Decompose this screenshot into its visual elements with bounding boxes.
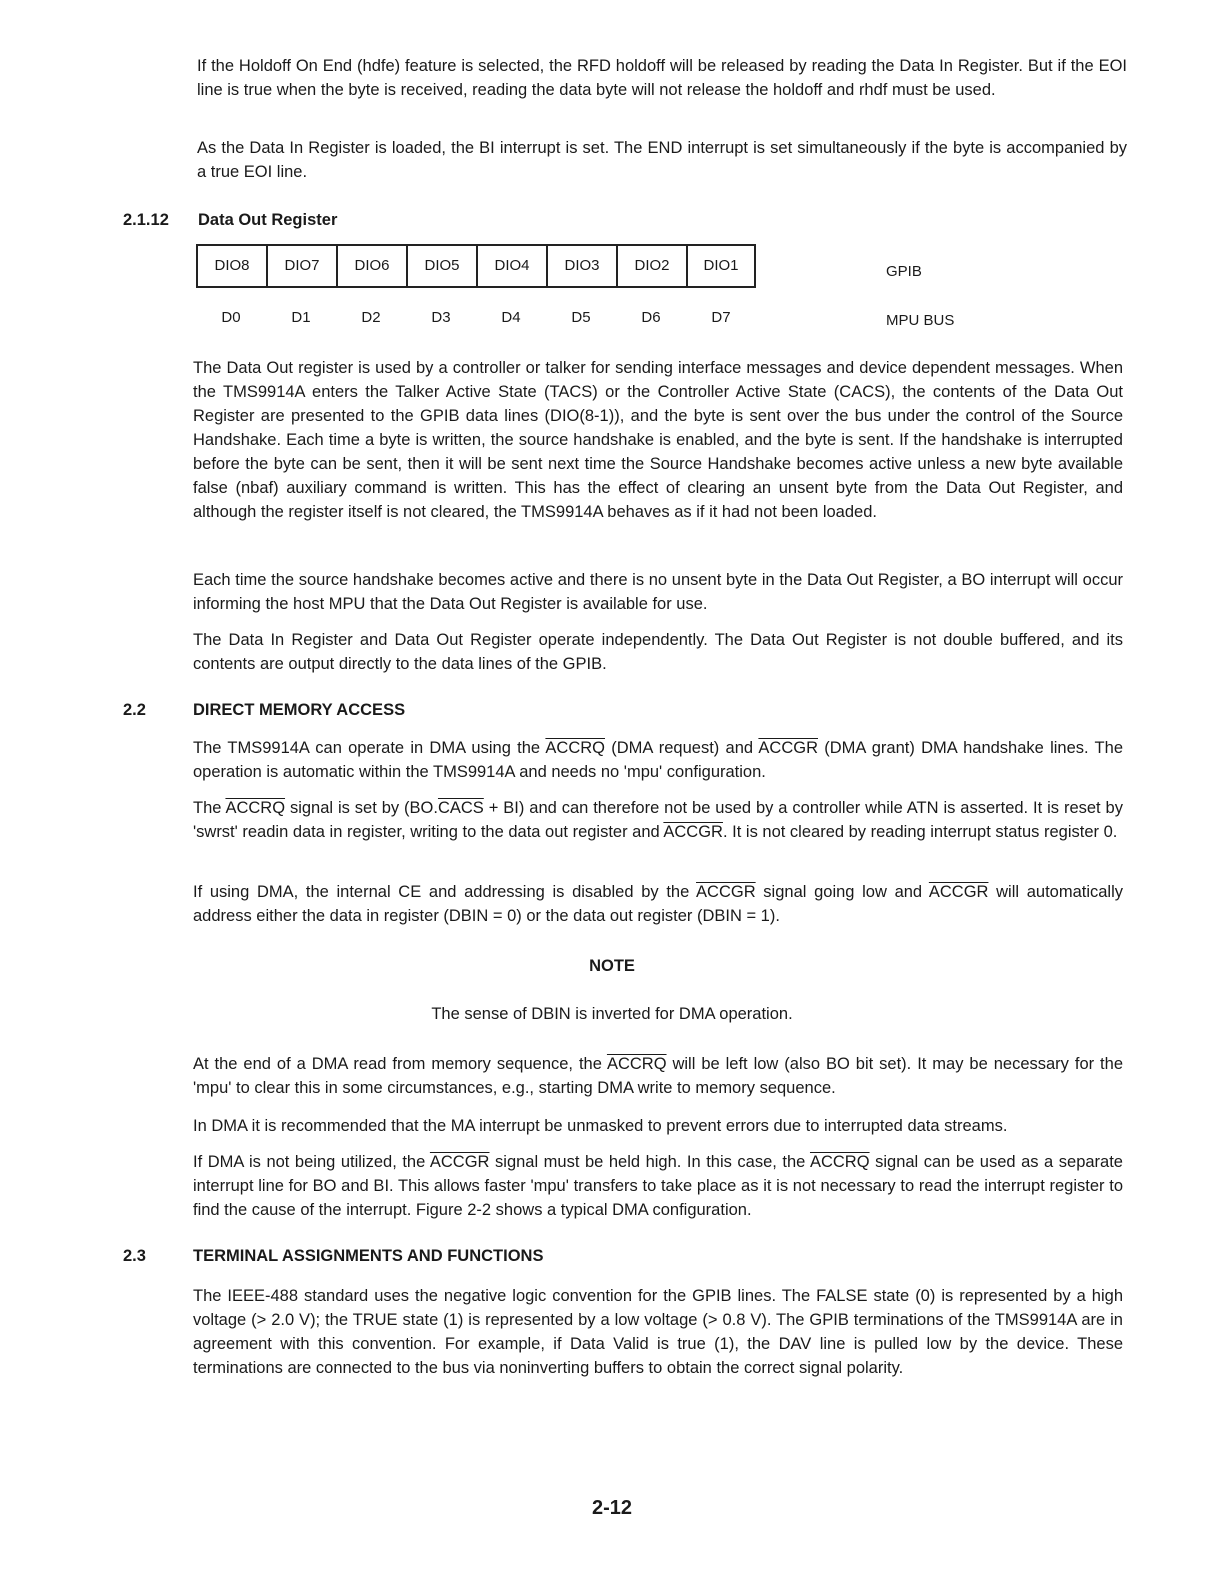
intro-paragraph-2: As the Data In Register is loaded, the BI interrupt is set. The END interrupt is set simultaneously if the byte is accompanied by a true EOI line. bbox=[197, 139, 1127, 181]
bus-bit-label: D6 bbox=[641, 309, 661, 326]
dma-paragraph-4: At the end of a DMA read from memory sequence, the ACCRQ will be left low (also BO bit set). It may be necessary for the 'mpu' to clear this in some circumstances, e.g., starting DMA write to memory sequence. bbox=[193, 1055, 1123, 1097]
gpib-label: GPIB bbox=[886, 263, 922, 280]
accrq-signal: ACCRQ bbox=[809, 1153, 870, 1171]
register-diagram bbox=[196, 244, 756, 288]
register-bit-cell: DIO4 bbox=[476, 244, 546, 288]
bus-bit-label: D3 bbox=[431, 309, 451, 326]
accrq-signal: ACCRQ bbox=[225, 799, 286, 817]
section-number-2-2: 2.2 bbox=[123, 701, 146, 719]
terminal-paragraph-1: The IEEE-488 standard uses the negative logic convention for the GPIB lines. The FALSE state (0) is represented by a high voltage (> 2.0 V); the TRUE state (1) is represented by a low voltage (> 0.8 V). The GPIB terminations of the TMS9914A are in agreement with this convention. For example, if Data Valid is true (1), the DAV line is pulled low by the device. These terminations are connected to the bus via noninverting buffers to obtain the correct signal polarity. bbox=[193, 1287, 1123, 1377]
note-text: The sense of DBIN is inverted for DMA operation. bbox=[431, 1005, 793, 1023]
data-out-paragraph-1: The Data Out register is used by a controller or talker for sending interface messages and device dependent messages. When the TMS9914A enters the Talker Active State (TACS) or the Controller Active State (CACS), the contents of the Data Out Register are presented to the GPIB data lines (DIO(8-1)), and the byte is sent over the bus under the control of the Source Handshake. Each time a byte is written, the source handshake is enabled, and the byte is sent. If the handshake is interrupted before the byte can be sent, then it will be sent next time the Source Handshake becomes active unless a new byte available false (nbaf) auxiliary command is written. This has the effect of clearing an unsent byte from the Data Out Register, and although the register itself is not cleared, the TMS9914A behaves as if it had not been loaded. bbox=[193, 359, 1123, 521]
section-title-dma: DIRECT MEMORY ACCESS bbox=[193, 701, 406, 719]
dma-paragraph-6: If DMA is not being utilized, the ACCGR signal must be held high. In this case, the ACCRQ signal can be used as a separate interrupt line for BO and BI. This allows faster 'mpu' transfers to take place as it is not necessary to read the interrupt register to find the cause of the interrupt. Figure 2-2 shows a typical DMA configuration. bbox=[193, 1153, 1123, 1219]
register-bit-cell: DIO8 bbox=[196, 244, 266, 288]
page-number: 2-12 bbox=[591, 1497, 633, 1519]
accgr-signal: ACCGR bbox=[696, 883, 756, 901]
intro-paragraph-1: If the Holdoff On End (hdfe) feature is selected, the RFD holdoff will be released by reading the Data In Register. But if the EOI line is true when the byte is received, reading the data byte will not release the holdoff and rhdf must be used. bbox=[197, 57, 1127, 99]
accgr-signal: ACCGR bbox=[429, 1153, 490, 1171]
register-bit-cell: DIO1 bbox=[686, 244, 756, 288]
dma-paragraph-2: The ACCRQ signal is set by (BO.CACS + BI) and can therefore not be used by a controller while ATN is asserted. It is reset by 'swrst' readin data in register, writing to the data out register and ACCGR. It is not cleared by reading interrupt status register 0. bbox=[193, 799, 1123, 841]
register-bit-cell: DIO3 bbox=[546, 244, 616, 288]
section-number-2-1-12: 2.1.12 bbox=[123, 211, 169, 229]
mpu-bus-row bbox=[196, 306, 756, 330]
accgr-signal: ACCGR bbox=[663, 823, 723, 841]
accgr-signal: ACCGR bbox=[758, 739, 818, 757]
register-bit-cell: DIO5 bbox=[406, 244, 476, 288]
data-out-paragraph-2: Each time the source handshake becomes active and there is no unsent byte in the Data Out Register, a BO interrupt will occur informing the host MPU that the Data Out Register is available for use. bbox=[193, 571, 1123, 613]
register-bit-cell: DIO2 bbox=[616, 244, 686, 288]
note-title: NOTE bbox=[589, 957, 635, 975]
mpu-bus-label: MPU BUS bbox=[886, 312, 955, 329]
bus-bit-label: D0 bbox=[221, 309, 241, 326]
bus-bit-label: D5 bbox=[571, 309, 591, 326]
section-title-terminal-assignments: TERMINAL ASSIGNMENTS AND FUNCTIONS bbox=[193, 1247, 544, 1265]
dma-paragraph-3: If using DMA, the internal CE and addressing is disabled by the ACCGR signal going low and ACCGR will automatically address either the data in register (DBIN = 0) or the data out register (DBIN = 1). bbox=[193, 883, 1124, 925]
section-title-data-out-register: Data Out Register bbox=[198, 211, 338, 229]
bus-bit-label: D4 bbox=[501, 309, 521, 326]
bus-bit-label: D2 bbox=[361, 309, 381, 326]
register-bit-cell: DIO6 bbox=[336, 244, 406, 288]
accrq-signal: ACCRQ bbox=[606, 1055, 667, 1073]
dma-paragraph-1: The TMS9914A can operate in DMA using the ACCRQ (DMA request) and ACCGR (DMA grant) DMA handshake lines. The operation is automatic within the TMS9914A and needs no 'mpu' configuration. bbox=[193, 739, 1123, 781]
section-number-2-3: 2.3 bbox=[123, 1247, 146, 1265]
accgr-signal: ACCGR bbox=[928, 883, 989, 901]
register-bit-cell: DIO7 bbox=[266, 244, 336, 288]
accrq-signal: ACCRQ bbox=[545, 739, 605, 757]
data-out-paragraph-3: The Data In Register and Data Out Register operate independently. The Data Out Register is not double buffered, and its contents are output directly to the data lines of the GPIB. bbox=[193, 631, 1123, 673]
bus-bit-label: D1 bbox=[291, 309, 311, 326]
bus-bit-label: D7 bbox=[711, 309, 731, 326]
dma-paragraph-5: In DMA it is recommended that the MA interrupt be unmasked to prevent errors due to interrupted data streams. bbox=[193, 1117, 1008, 1135]
cacs-signal: CACS bbox=[437, 799, 484, 817]
